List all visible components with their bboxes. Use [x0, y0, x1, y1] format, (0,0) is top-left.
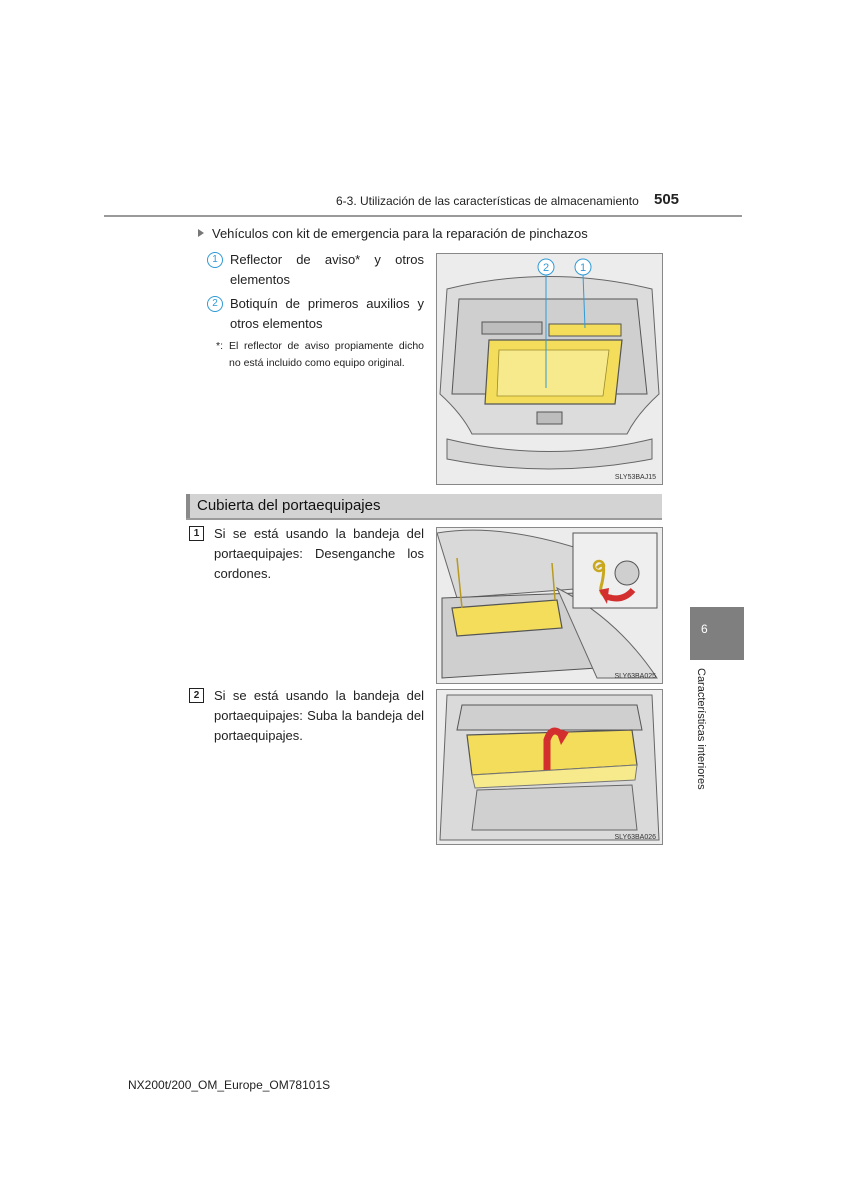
- step-number-2: 2: [189, 688, 204, 703]
- chapter-header-title: 6-3. Utilización de las características de almacenamiento: [336, 194, 639, 208]
- footnote-mark: *:: [216, 340, 224, 352]
- step-1-text: Si se está usando la bandeja del portaequipajes: Desenganche los cordones.: [214, 526, 424, 581]
- figure-code: SLY63BA026: [614, 834, 656, 841]
- intro-bullet: [198, 226, 588, 241]
- step-1: [189, 524, 424, 584]
- step-number-1: 1: [189, 526, 204, 541]
- figure-raise-tray: [436, 689, 663, 845]
- callout-label-1: 1: [579, 262, 587, 274]
- figure-code: SLY53BAJ15: [614, 474, 656, 481]
- footer-document-id: NX200t/200_OM_Europe_OM78101S: [128, 1078, 331, 1092]
- chapter-tab: [690, 607, 744, 660]
- unhook-cords-illustration: [437, 528, 662, 683]
- triangle-bullet-icon: [198, 229, 204, 237]
- section-title: Cubierta del portaequipajes: [197, 497, 381, 514]
- intro-bullet-text: Vehículos con kit de emergencia para la reparación de pinchazos: [212, 226, 588, 241]
- list-item-2: [207, 294, 424, 334]
- raise-tray-illustration: [437, 690, 662, 844]
- step-2-text: Si se está usando la bandeja del portaequipajes: Suba la bandeja del portaequipajes.: [214, 688, 424, 743]
- list-item-1-text: Reflector de aviso* y otros elementos: [230, 252, 424, 287]
- footnote-text: El reflector de aviso propiamente dicho no está incluido como equipo original.: [229, 340, 424, 369]
- figure-code: SLY63BA025: [614, 673, 656, 680]
- list-item-2-text: Botiquín de primeros auxilios y otros elementos: [230, 296, 424, 331]
- callout-label-2: 2: [542, 262, 550, 274]
- footnote: [216, 338, 424, 372]
- page-number: 505: [654, 191, 680, 208]
- section-header: [186, 494, 662, 520]
- header-divider: [104, 215, 742, 217]
- chapter-tab-label: Características interiores: [695, 668, 707, 790]
- callout-number-2: 2: [207, 296, 223, 312]
- chapter-tab-label-container: [689, 668, 709, 808]
- list-item-1: [207, 250, 424, 290]
- chapter-tab-number: 6: [701, 622, 708, 636]
- section-accent: [186, 494, 190, 518]
- figure-trunk-storage: [436, 253, 663, 485]
- figure-unhook-cords: [436, 527, 663, 684]
- trunk-storage-illustration: [437, 254, 662, 484]
- step-2: [189, 686, 424, 746]
- callout-number-1: 1: [207, 252, 223, 268]
